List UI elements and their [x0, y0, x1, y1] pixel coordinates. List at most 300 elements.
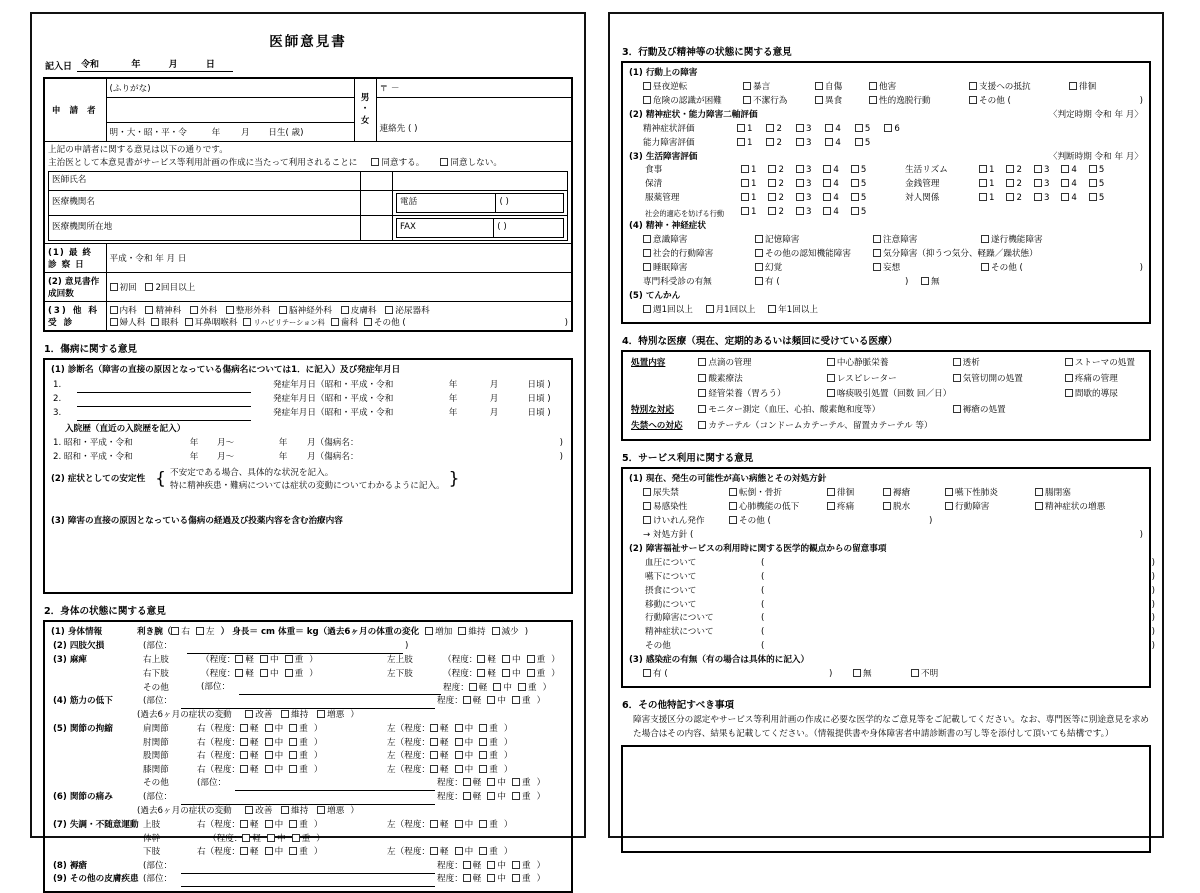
checkbox-icon[interactable]: [729, 516, 737, 524]
risk-option[interactable]: 褥瘡: [883, 487, 910, 501]
weight-change-option[interactable]: 増加: [425, 626, 452, 640]
degree-option[interactable]: 軽: [469, 682, 488, 696]
treatment-option[interactable]: 気管切開の処置: [953, 373, 1023, 387]
hosp-year-to[interactable]: 年: [278, 451, 288, 462]
treatment-option-suction[interactable]: 喀痰吸引処置（回数 回／日）: [827, 388, 951, 402]
behavior-option[interactable]: 自傷: [815, 81, 842, 95]
special-response-option[interactable]: モニター測定（血圧、心拍、酸素飽和度等）: [698, 404, 880, 418]
dept-option[interactable]: 内科: [110, 304, 137, 316]
checkbox-icon[interactable]: [479, 724, 487, 732]
checkbox-icon[interactable]: [729, 488, 737, 496]
checkbox-icon[interactable]: [292, 834, 300, 842]
other-skin-degree[interactable]: 程度： 軽 中 重 ）: [435, 873, 565, 887]
treatment-option[interactable]: 酸素療法: [698, 373, 742, 387]
onset-month[interactable]: 月: [489, 379, 499, 390]
degree-option[interactable]: 軽: [430, 764, 449, 778]
scale-option[interactable]: 4: [825, 123, 840, 137]
ataxia-trunk-degree[interactable]: （程度： 軽 中 重 ）: [195, 833, 385, 847]
behavior-option[interactable]: 不潔行為: [743, 95, 787, 109]
checkbox-icon[interactable]: [455, 738, 463, 746]
checkbox-icon[interactable]: [265, 751, 273, 759]
checkbox-icon[interactable]: [768, 165, 776, 173]
note-input[interactable]: [771, 640, 1145, 654]
degree-option[interactable]: 軽: [240, 846, 259, 860]
scale-option[interactable]: 5: [851, 164, 866, 178]
paralysis-degree-left-lower[interactable]: （程度： 軽 中 重 ）: [441, 668, 565, 682]
checkbox-icon[interactable]: [643, 305, 651, 313]
scale-option[interactable]: 3: [796, 192, 811, 206]
checkbox-icon[interactable]: [267, 834, 275, 842]
neuro-option[interactable]: 妄想: [873, 262, 900, 276]
checkbox-icon[interactable]: [458, 627, 466, 635]
joint-other-input[interactable]: [235, 777, 435, 791]
checkbox-icon[interactable]: [527, 669, 535, 677]
degree-option[interactable]: 中: [487, 695, 506, 709]
degree-option[interactable]: 重: [289, 737, 308, 751]
checkbox-icon[interactable]: [827, 358, 835, 366]
weight-change-option[interactable]: 減少: [492, 626, 519, 640]
scale-option[interactable]: 1: [737, 123, 752, 137]
ataxia-left-degree[interactable]: 左（程度： 軽 中 重 ）: [385, 819, 565, 833]
checkbox-icon[interactable]: [240, 724, 248, 732]
checkbox-icon[interactable]: [145, 306, 153, 314]
scale-option[interactable]: 1: [979, 178, 994, 192]
scale-option[interactable]: 4: [1061, 192, 1076, 206]
behavior-option[interactable]: 徘徊: [1069, 81, 1096, 95]
checkbox-icon[interactable]: [240, 738, 248, 746]
scale-option[interactable]: 4: [1061, 178, 1076, 192]
checkbox-icon[interactable]: [1065, 389, 1073, 397]
treatment-option[interactable]: 中心静脈栄養: [827, 357, 889, 371]
checkbox-icon[interactable]: [741, 179, 749, 187]
checkbox-icon[interactable]: [1069, 82, 1077, 90]
checkbox-icon[interactable]: [643, 516, 651, 524]
scale-option[interactable]: 1: [741, 178, 756, 192]
q2-judge-date[interactable]: 〈判定時期 令和 年 月〉: [1048, 109, 1143, 120]
risk-option[interactable]: けいれん発作: [643, 515, 705, 529]
degree-option[interactable]: 重: [479, 723, 498, 737]
scale-option[interactable]: 2: [1006, 192, 1021, 206]
scale-option[interactable]: 2: [768, 178, 783, 192]
degree-option[interactable]: 中: [487, 873, 506, 887]
degree-option[interactable]: 重: [512, 860, 531, 874]
limb-defect-input[interactable]: [187, 640, 403, 654]
specialist-no[interactable]: 無: [921, 276, 940, 290]
last-exam-value[interactable]: 平成・令和 年 月 日: [106, 243, 572, 272]
checkbox-icon[interactable]: [643, 488, 651, 496]
checkbox-icon[interactable]: [151, 318, 159, 326]
degree-option[interactable]: 中: [487, 791, 506, 805]
behavior-option[interactable]: 性的逸脱行動: [869, 95, 931, 109]
dept-option[interactable]: 外科: [190, 304, 217, 316]
scale-option[interactable]: 1: [741, 164, 756, 178]
checkbox-icon[interactable]: [1065, 374, 1073, 382]
degree-option[interactable]: 軽: [430, 750, 449, 764]
degree-option[interactable]: 重: [512, 791, 531, 805]
checkbox-icon[interactable]: [281, 710, 289, 718]
treatment-writing-area[interactable]: [51, 528, 565, 588]
checkbox-icon[interactable]: [190, 306, 198, 314]
dominant-arm-left[interactable]: 左: [196, 626, 215, 640]
checkbox-icon[interactable]: [455, 751, 463, 759]
checkbox-icon[interactable]: [825, 124, 833, 132]
degree-option[interactable]: 中: [265, 750, 284, 764]
onset-year[interactable]: 年: [448, 379, 458, 390]
scale-option[interactable]: 2: [768, 192, 783, 206]
life-item-options[interactable]: [739, 206, 903, 220]
checkbox-icon[interactable]: [317, 806, 325, 814]
postal-field[interactable]: 〒 －: [376, 78, 572, 98]
checkbox-icon[interactable]: [953, 374, 961, 382]
checkbox-icon[interactable]: [265, 738, 273, 746]
scale-option[interactable]: 4: [1061, 164, 1076, 178]
risk-option[interactable]: 脱水: [883, 501, 910, 515]
dept-option[interactable]: 眼科: [151, 316, 178, 328]
checkbox-icon[interactable]: [385, 306, 393, 314]
scale-option[interactable]: 3: [796, 164, 811, 178]
checkbox-icon[interactable]: [825, 138, 833, 146]
degree-option[interactable]: 重: [289, 723, 308, 737]
epilepsy-option[interactable]: 週1回以上: [643, 304, 693, 318]
degree-option[interactable]: 重: [512, 777, 531, 791]
neuro-option[interactable]: 幻覚: [755, 262, 782, 276]
neuro-option[interactable]: 気分障害（抑うつ気分、軽躁／躁状態）: [873, 248, 1038, 262]
diagnosis-input[interactable]: [77, 393, 251, 407]
degree-option[interactable]: 軽: [240, 723, 259, 737]
scale-option[interactable]: 5: [851, 178, 866, 192]
checkbox-icon[interactable]: [969, 82, 977, 90]
checkbox-icon[interactable]: [823, 179, 831, 187]
checkbox-icon[interactable]: [487, 874, 495, 882]
degree-option[interactable]: 重: [479, 764, 498, 778]
checkbox-icon[interactable]: [260, 669, 268, 677]
checkbox-icon[interactable]: [487, 861, 495, 869]
checkbox-icon[interactable]: [463, 792, 471, 800]
checkbox-icon[interactable]: [243, 318, 251, 326]
checkbox-icon[interactable]: [235, 655, 243, 663]
note-input[interactable]: [771, 571, 1145, 585]
checkbox-icon[interactable]: [479, 751, 487, 759]
checkbox-icon[interactable]: [768, 207, 776, 215]
checkbox-icon[interactable]: [463, 778, 471, 786]
degree-option[interactable]: 重: [479, 750, 498, 764]
checkbox-icon[interactable]: [430, 765, 438, 773]
checkbox-icon[interactable]: [815, 96, 823, 104]
degree-option[interactable]: 中: [455, 846, 474, 860]
checkbox-icon[interactable]: [643, 669, 651, 677]
checkbox-icon[interactable]: [245, 806, 253, 814]
checkbox-icon[interactable]: [527, 655, 535, 663]
birthdate-field[interactable]: 明・大・昭・平・令 年 月 日生( 歳): [106, 123, 354, 142]
checkbox-icon[interactable]: [698, 421, 706, 429]
checkbox-icon[interactable]: [737, 138, 745, 146]
checkbox-icon[interactable]: [851, 207, 859, 215]
checkbox-icon[interactable]: [755, 235, 763, 243]
checkbox-icon[interactable]: [755, 263, 763, 271]
degree-option[interactable]: 軽: [477, 668, 496, 682]
checkbox-icon[interactable]: [492, 627, 500, 635]
change-option[interactable]: 改善: [245, 805, 272, 819]
life-item-options[interactable]: [739, 164, 903, 178]
checkbox-icon[interactable]: [979, 179, 987, 187]
doctor-name-input[interactable]: [360, 171, 392, 190]
checkbox-icon[interactable]: [1061, 179, 1069, 187]
checkbox-icon[interactable]: [755, 249, 763, 257]
dept-option[interactable]: 歯科: [331, 316, 358, 328]
agree-yes-checkbox[interactable]: 同意する。: [371, 157, 424, 170]
checkbox-icon[interactable]: [855, 138, 863, 146]
checkbox-icon[interactable]: [743, 96, 751, 104]
tel-input[interactable]: ( ): [496, 193, 564, 212]
checkbox-icon[interactable]: [289, 751, 297, 759]
checkbox-icon[interactable]: [285, 669, 293, 677]
checkbox-icon[interactable]: [1035, 502, 1043, 510]
checkbox-icon[interactable]: [279, 306, 287, 314]
checkbox-icon[interactable]: [969, 96, 977, 104]
checkbox-icon[interactable]: [440, 158, 448, 166]
degree-option[interactable]: 軽: [430, 723, 449, 737]
scale-option[interactable]: 1: [737, 137, 752, 151]
checkbox-icon[interactable]: [110, 318, 118, 326]
onset-month[interactable]: 月: [489, 407, 499, 418]
behavior-option[interactable]: 暴言: [743, 81, 770, 95]
onset-day[interactable]: 日頃 ): [527, 379, 551, 390]
dept-option[interactable]: 泌尿器科: [385, 304, 429, 316]
checkbox-icon[interactable]: [265, 724, 273, 732]
degree-option[interactable]: 中: [265, 737, 284, 751]
degree-option[interactable]: 軽: [240, 750, 259, 764]
checkbox-icon[interactable]: [643, 249, 651, 257]
checkbox-icon[interactable]: [1006, 179, 1014, 187]
degree-option[interactable]: 軽: [242, 833, 261, 847]
degree-option[interactable]: 中: [487, 777, 506, 791]
other-skin-input[interactable]: [181, 873, 435, 887]
treatment-option[interactable]: 透析: [953, 357, 980, 371]
checkbox-icon[interactable]: [873, 263, 881, 271]
checkbox-icon[interactable]: [741, 193, 749, 201]
bedsore-input[interactable]: [181, 860, 435, 874]
degree-option[interactable]: 重: [527, 654, 546, 668]
life-item-options[interactable]: [977, 164, 1157, 178]
neuro-option[interactable]: その他の認知機能障害: [755, 248, 851, 262]
weight-change-option[interactable]: 維持: [458, 626, 485, 640]
degree-option[interactable]: 重: [285, 668, 304, 682]
dept-option[interactable]: リハビリテーション科: [243, 318, 324, 328]
muscle-site-input[interactable]: [181, 695, 435, 709]
degree-option[interactable]: 中: [265, 819, 284, 833]
checkbox-icon[interactable]: [240, 765, 248, 773]
joint-right-degree[interactable]: 右（程度： 軽 中 重 ）: [195, 750, 385, 764]
checkbox-icon[interactable]: [851, 193, 859, 201]
ataxia-left-degree[interactable]: 左（程度： 軽 中 重 ）: [385, 846, 565, 860]
checkbox-icon[interactable]: [430, 738, 438, 746]
checkbox-icon[interactable]: [643, 96, 651, 104]
checkbox-icon[interactable]: [768, 305, 776, 313]
degree-option[interactable]: 中: [455, 819, 474, 833]
checkbox-icon[interactable]: [226, 306, 234, 314]
scale-option[interactable]: 5: [1089, 192, 1104, 206]
scale-option[interactable]: 2: [766, 123, 781, 137]
degree-option[interactable]: 中: [265, 723, 284, 737]
degree-option[interactable]: 軽: [463, 791, 482, 805]
checkbox-icon[interactable]: [869, 96, 877, 104]
checkbox-icon[interactable]: [883, 502, 891, 510]
note-input[interactable]: [771, 557, 1145, 571]
risk-option[interactable]: 易感染性: [643, 501, 687, 515]
checkbox-icon[interactable]: [827, 502, 835, 510]
checkbox-icon[interactable]: [479, 738, 487, 746]
scale-option[interactable]: 5: [1089, 164, 1104, 178]
checkbox-icon[interactable]: [463, 861, 471, 869]
checkbox-icon[interactable]: [883, 488, 891, 496]
checkbox-icon[interactable]: [196, 627, 204, 635]
dept-option[interactable]: 脳神経外科: [279, 304, 332, 316]
scale-option[interactable]: 5: [851, 206, 866, 220]
behavior-option[interactable]: 異食: [815, 95, 842, 109]
scale-option[interactable]: 1: [979, 192, 994, 206]
scale-option[interactable]: 3: [1034, 192, 1049, 206]
joint-right-degree[interactable]: 右（程度： 軽 中 重 ）: [195, 737, 385, 751]
joint-left-degree[interactable]: 左（程度： 軽 中 重 ）: [385, 737, 565, 751]
checkbox-icon[interactable]: [145, 283, 153, 291]
treatment-option[interactable]: 間歇的導尿: [1065, 388, 1118, 402]
diagnosis-input[interactable]: [77, 407, 251, 421]
dept-option-other[interactable]: その他 (: [364, 316, 406, 328]
checkbox-icon[interactable]: [981, 263, 989, 271]
checkbox-icon[interactable]: [1006, 193, 1014, 201]
hosp-year-from[interactable]: 年: [189, 437, 199, 448]
checkbox-icon[interactable]: [823, 165, 831, 173]
scale-option[interactable]: 4: [825, 137, 840, 151]
checkbox-icon[interactable]: [341, 306, 349, 314]
checkbox-icon[interactable]: [643, 263, 651, 271]
height-weight-label[interactable]: ） 身長＝ cm 体重＝ kg（過去6ヶ月の体重の変化: [220, 627, 420, 638]
scale-option[interactable]: 6: [884, 123, 899, 137]
muscle-degree[interactable]: 程度： 軽 中 重 ）: [435, 695, 565, 709]
risk-option[interactable]: 精神症状の増悪: [1035, 501, 1105, 515]
treatment-option[interactable]: レスピレーター: [827, 373, 897, 387]
joint-left-degree[interactable]: 左（程度： 軽 中 重 ）: [385, 764, 565, 778]
checkbox-icon[interactable]: [698, 389, 706, 397]
life-item-options[interactable]: [739, 192, 903, 206]
checkbox-icon[interactable]: [518, 683, 526, 691]
checkbox-icon[interactable]: [741, 207, 749, 215]
checkbox-icon[interactable]: [455, 724, 463, 732]
checkbox-icon[interactable]: [477, 669, 485, 677]
checkbox-icon[interactable]: [827, 374, 835, 382]
checkbox-icon[interactable]: [979, 193, 987, 201]
checkbox-icon[interactable]: [430, 820, 438, 828]
scale-option[interactable]: 5: [855, 123, 870, 137]
degree-option[interactable]: 中: [502, 668, 521, 682]
checkbox-icon[interactable]: [737, 124, 745, 132]
degree-option[interactable]: 軽: [240, 819, 259, 833]
treatment-option[interactable]: 点滴の管理: [698, 357, 751, 371]
checkbox-icon[interactable]: [796, 179, 804, 187]
checkbox-icon[interactable]: [741, 165, 749, 173]
checkbox-icon[interactable]: [855, 124, 863, 132]
scale-option[interactable]: 3: [796, 137, 811, 151]
dept-option[interactable]: 皮膚科: [341, 304, 377, 316]
checkbox-icon[interactable]: [289, 820, 297, 828]
checkbox-icon[interactable]: [463, 874, 471, 882]
onset-day[interactable]: 日頃 ): [527, 407, 551, 418]
onset-year[interactable]: 年: [448, 407, 458, 418]
checkbox-icon[interactable]: [643, 502, 651, 510]
checkbox-icon[interactable]: [1034, 193, 1042, 201]
paralysis-degree-right-lower[interactable]: （程度： 軽 中 重 ）: [199, 668, 385, 682]
checkbox-icon[interactable]: [1035, 488, 1043, 496]
checkbox-icon[interactable]: [493, 683, 501, 691]
fill-date-input[interactable]: [77, 57, 233, 72]
checkbox-icon[interactable]: [479, 765, 487, 773]
behavior-option[interactable]: 危険の認識が困難: [643, 95, 722, 109]
checkbox-icon[interactable]: [1089, 193, 1097, 201]
change-option[interactable]: 改善: [245, 709, 272, 723]
degree-option[interactable]: 中: [455, 723, 474, 737]
neuro-option[interactable]: 睡眠障害: [643, 262, 687, 276]
behavior-option[interactable]: 他害: [869, 81, 896, 95]
behavior-option[interactable]: 支援への抵抗: [969, 81, 1031, 95]
checkbox-icon[interactable]: [698, 405, 706, 413]
degree-option[interactable]: 重: [518, 682, 537, 696]
degree-option[interactable]: 重: [289, 750, 308, 764]
checkbox-icon[interactable]: [110, 306, 118, 314]
change-option[interactable]: 増悪: [317, 709, 344, 723]
risk-option-other[interactable]: その他 (: [729, 515, 771, 529]
checkbox-icon[interactable]: [245, 710, 253, 718]
checkbox-icon[interactable]: [487, 696, 495, 704]
scale-option[interactable]: 2: [768, 206, 783, 220]
dept-option[interactable]: 婦人科: [110, 316, 146, 328]
contact-field[interactable]: 連絡先 ( ): [376, 98, 572, 142]
checkbox-icon[interactable]: [1065, 358, 1073, 366]
checkbox-icon[interactable]: [463, 696, 471, 704]
change-option[interactable]: 維持: [281, 709, 308, 723]
degree-option[interactable]: 中: [487, 860, 506, 874]
checkbox-icon[interactable]: [869, 82, 877, 90]
joint-pain-degree[interactable]: 程度： 軽 中 重 ）: [435, 791, 565, 805]
checkbox-icon[interactable]: [425, 627, 433, 635]
degree-option[interactable]: 重: [512, 873, 531, 887]
gender-field[interactable]: 男 ・ 女: [354, 78, 376, 142]
checkbox-icon[interactable]: [706, 305, 714, 313]
degree-option[interactable]: 中: [455, 737, 474, 751]
checkbox-icon[interactable]: [285, 655, 293, 663]
risk-option[interactable]: 心肺機能の低下: [729, 501, 799, 515]
checkbox-icon[interactable]: [729, 502, 737, 510]
degree-option[interactable]: 中: [493, 682, 512, 696]
checkbox-icon[interactable]: [853, 669, 861, 677]
treatment-option[interactable]: 経管栄養（胃ろう）: [698, 388, 785, 402]
specialist-yes[interactable]: 有 (: [755, 276, 780, 290]
scale-option[interactable]: 2: [768, 164, 783, 178]
onset-year[interactable]: 年: [448, 393, 458, 404]
checkbox-icon[interactable]: [479, 820, 487, 828]
neuro-option-other[interactable]: その他 (: [981, 262, 1023, 276]
degree-option[interactable]: 軽: [430, 737, 449, 751]
epilepsy-option[interactable]: 月1回以上: [706, 304, 756, 318]
special-response-option[interactable]: 褥瘡の処置: [953, 404, 1006, 418]
paralysis-degree-right-upper[interactable]: （程度： 軽 中 重 ）: [199, 654, 385, 668]
checkbox-icon[interactable]: [265, 765, 273, 773]
onset-day[interactable]: 日頃 ): [527, 393, 551, 404]
checkbox-icon[interactable]: [815, 82, 823, 90]
checkbox-icon[interactable]: [768, 179, 776, 187]
checkbox-icon[interactable]: [823, 193, 831, 201]
checkbox-icon[interactable]: [755, 277, 763, 285]
checkbox-icon[interactable]: [768, 193, 776, 201]
